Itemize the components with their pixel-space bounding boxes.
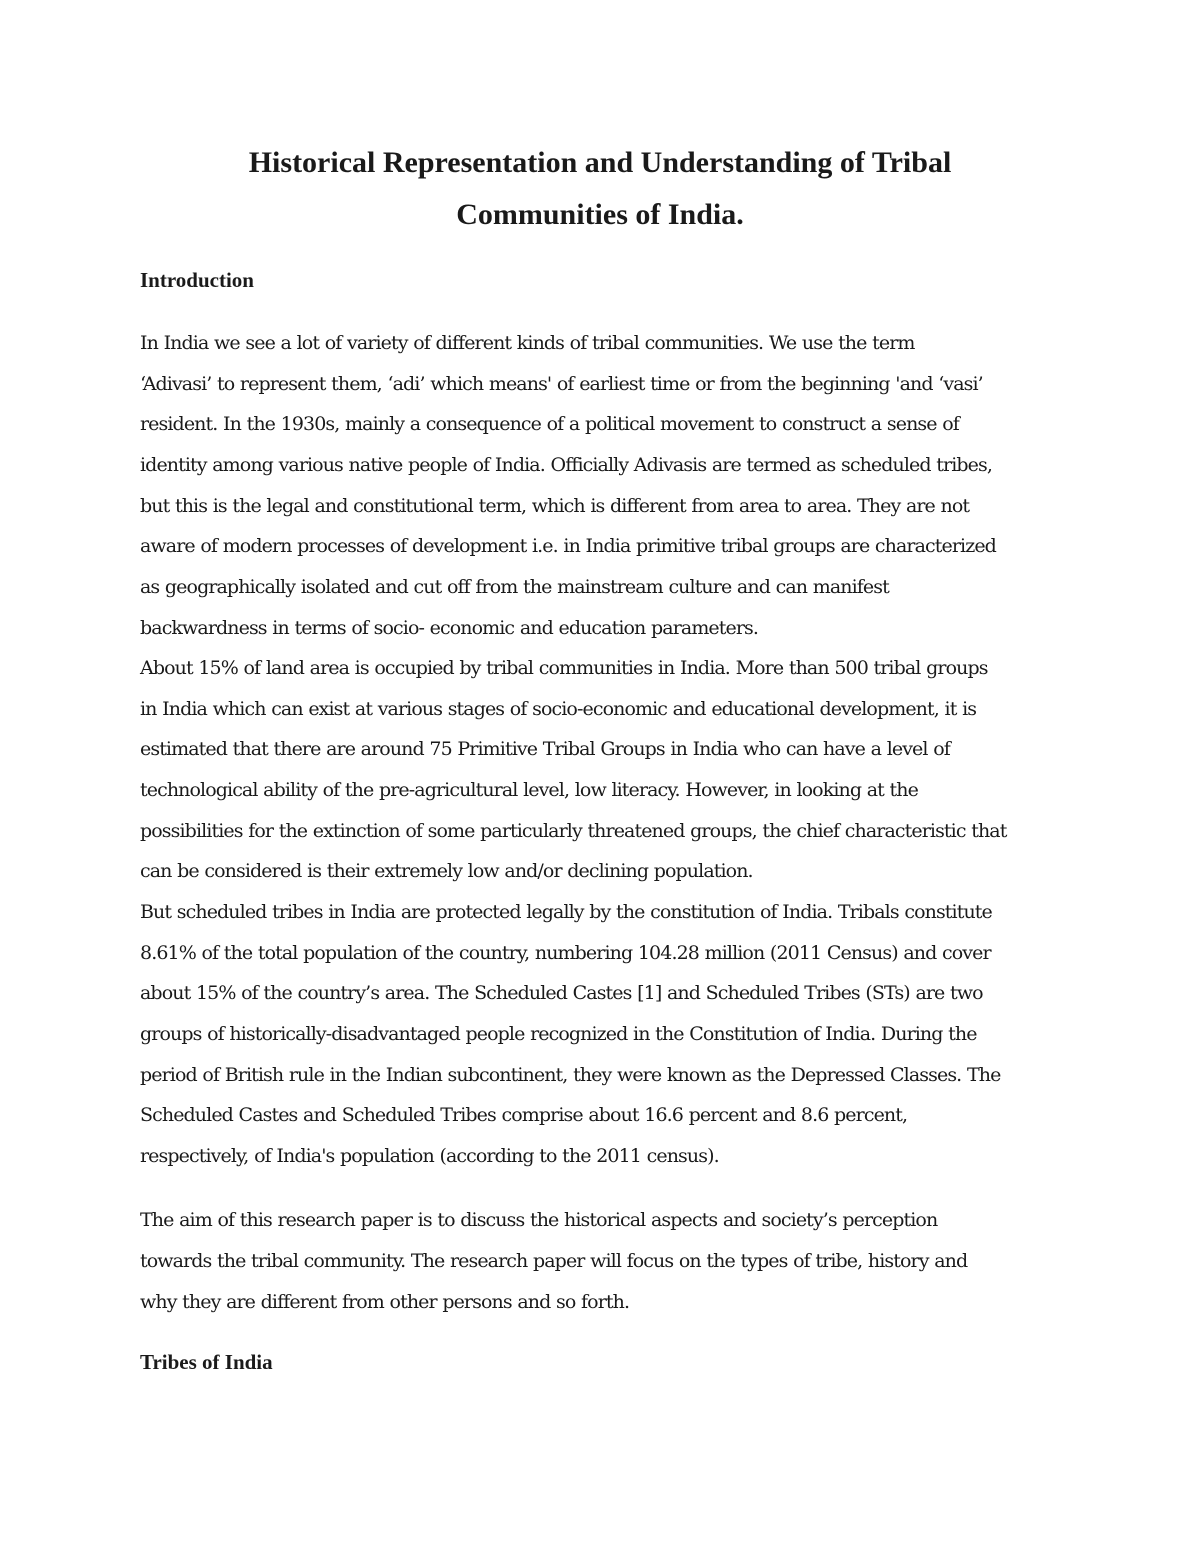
body-line: identity among various native people of India. Officially Adivasis are termed as scheduled tribes, xyxy=(140,454,992,476)
body-line: period of British rule in the Indian subcontinent, they were known as the Depressed Classes. The xyxy=(140,1064,1001,1086)
body-line: in India which can exist at various stages of socio-economic and educational development, it is xyxy=(140,698,977,720)
body-line: ‘Adivasi’ to represent them, ‘adi’ which means' of earliest time or from the beginning 'and ‘vasi’ xyxy=(140,373,983,395)
document-title-line-1: Historical Representation and Understanding of Tribal xyxy=(248,146,952,179)
body-line: respectively, of India's population (according to the 2011 census). xyxy=(140,1145,719,1167)
body-line: The aim of this research paper is to discuss the historical aspects and society’s perception xyxy=(140,1209,938,1231)
tribes-of-india-heading: Tribes of India xyxy=(140,1350,273,1374)
body-line: But scheduled tribes in India are protected legally by the constitution of India. Tribals constitute xyxy=(140,901,992,923)
body-line: backwardness in terms of socio- economic and education parameters. xyxy=(140,617,759,639)
body-line: as geographically isolated and cut off from the mainstream culture and can manifest xyxy=(140,576,889,598)
body-line: estimated that there are around 75 Primitive Tribal Groups in India who can have a level of xyxy=(140,738,950,760)
document-title-line-2: Communities of India. xyxy=(456,198,744,231)
body-line: resident. In the 1930s, mainly a consequence of a political movement to construct a sense of xyxy=(140,413,959,435)
introduction-heading: Introduction xyxy=(140,268,254,292)
body-line: Scheduled Castes and Scheduled Tribes comprise about 16.6 percent and 8.6 percent, xyxy=(140,1104,908,1126)
body-line: but this is the legal and constitutional term, which is different from area to area. They are not xyxy=(140,495,970,517)
body-line: possibilities for the extinction of some particularly threatened groups, the chief characteristic that xyxy=(140,820,1007,842)
body-line: technological ability of the pre-agricultural level, low literacy. However, in looking at the xyxy=(140,779,918,801)
body-line: groups of historically-disadvantaged people recognized in the Constitution of India. During the xyxy=(140,1023,977,1045)
body-line: aware of modern processes of development i.e. in India primitive tribal groups are characterized xyxy=(140,535,996,557)
body-line: In India we see a lot of variety of different kinds of tribal communities. We use the term xyxy=(140,332,915,354)
body-line: why they are different from other persons and so forth. xyxy=(140,1291,630,1313)
body-line: 8.61% of the total population of the country, numbering 104.28 million (2011 Census) and cover xyxy=(140,942,991,964)
body-line: towards the tribal community. The research paper will focus on the types of tribe, history and xyxy=(140,1250,968,1272)
body-line: about 15% of the country’s area. The Scheduled Castes [1] and Scheduled Tribes (STs) are two xyxy=(140,982,983,1004)
body-line: can be considered is their extremely low and/or declining population. xyxy=(140,860,753,882)
body-line: About 15% of land area is occupied by tribal communities in India. More than 500 tribal groups xyxy=(140,657,988,679)
